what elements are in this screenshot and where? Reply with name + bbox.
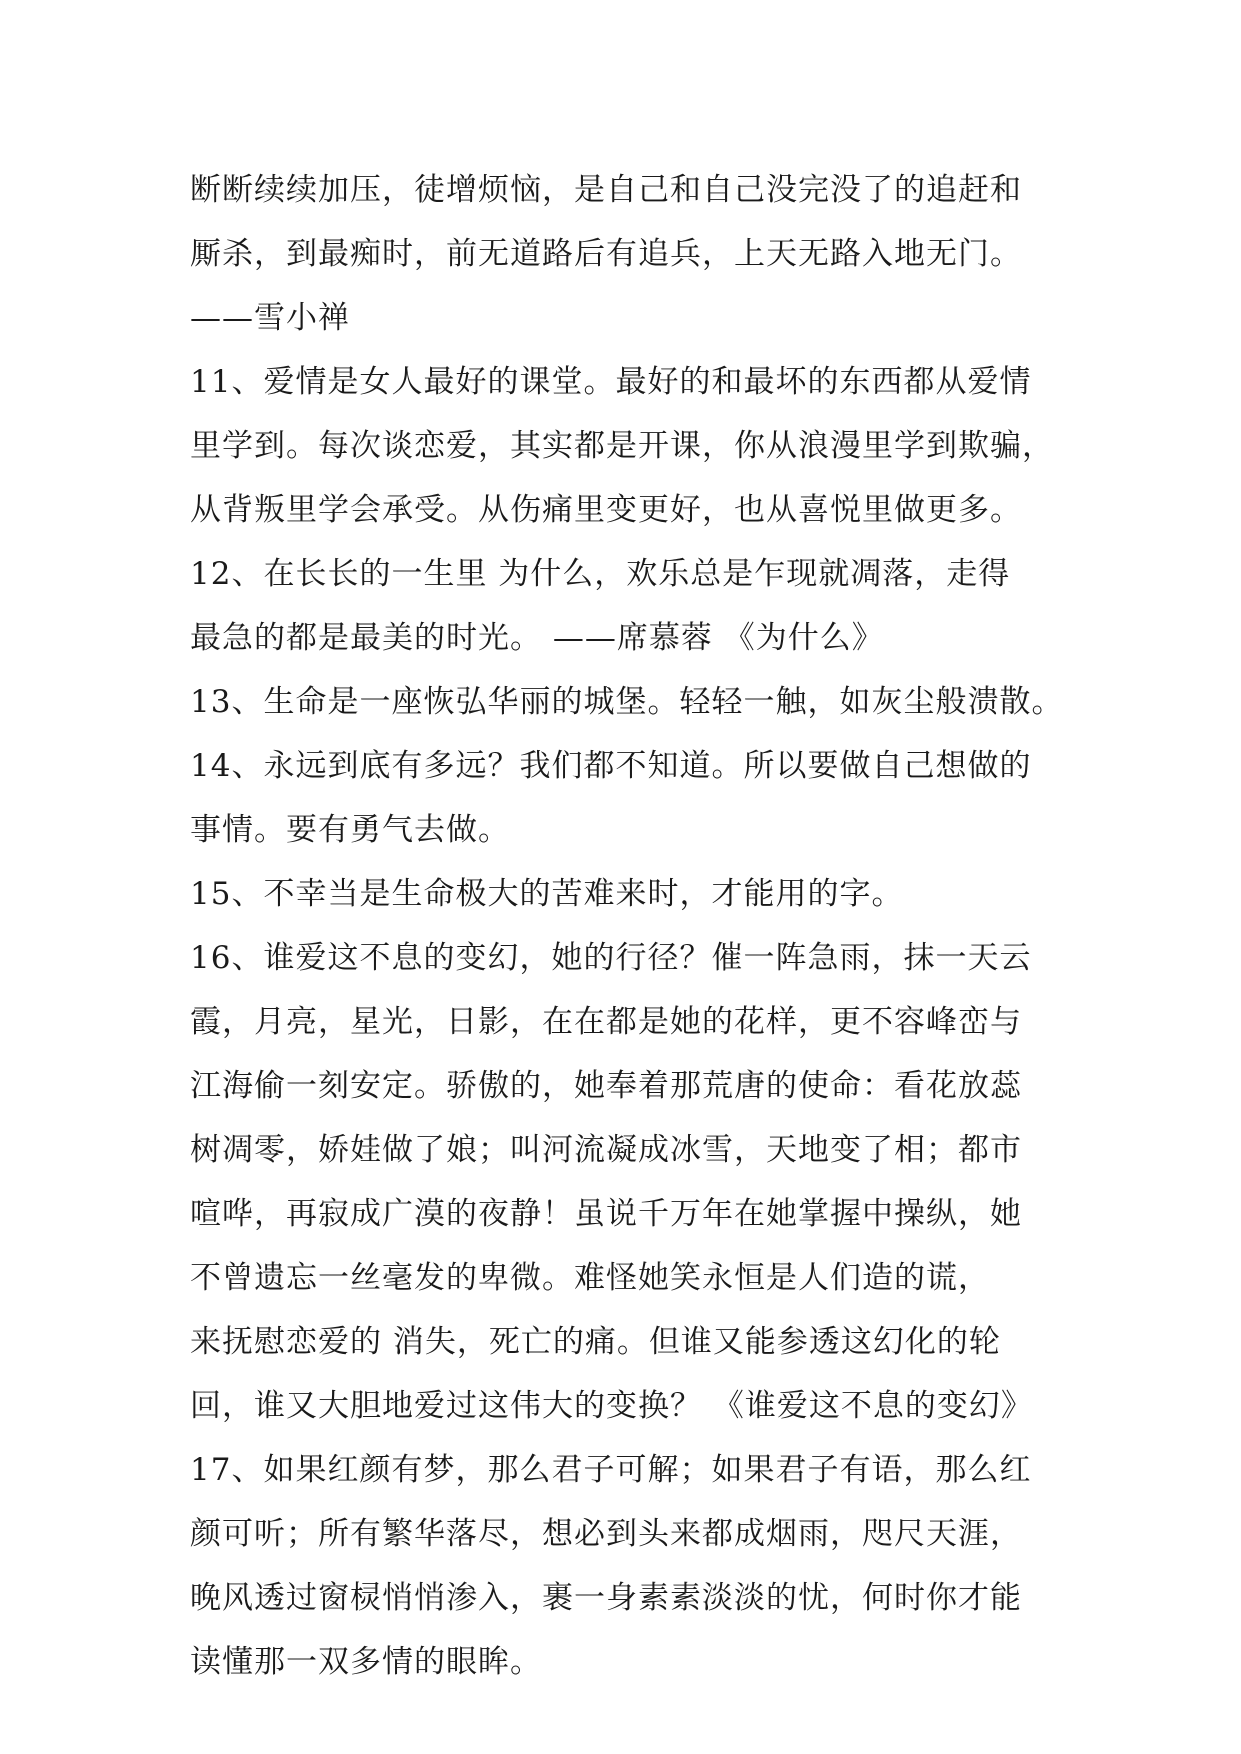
text-line: 最急的都是最美的时光。 ——席慕蓉 《为什么》	[190, 620, 884, 656]
text-line: 喧哗，再寂成广漠的夜静！虽说千万年在她掌握中操纵，她	[190, 1196, 1022, 1232]
text-line: 12、在长长的一生里 为什么，欢乐总是乍现就凋落，走得	[190, 556, 1011, 592]
text-line: 15、不幸当是生命极大的苦难来时，才能用的字。	[190, 876, 904, 912]
text-line: 树凋零，娇娃做了娘；叫河流凝成冰雪，天地变了相；都市	[190, 1132, 1022, 1168]
text-line: 颜可听；所有繁华落尽，想必到头来都成烟雨，咫尺天涯，	[190, 1516, 1022, 1552]
text-line: 里学到。每次谈恋爱，其实都是开课，你从浪漫里学到欺骗，	[190, 428, 1054, 464]
text-line: 11、爱情是女人最好的课堂。最好的和最坏的东西都从爱情	[190, 364, 1032, 400]
text-line: 13、生命是一座恢弘华丽的城堡。轻轻一触，如灰尘般溃散。	[190, 684, 1064, 720]
text-line: ——雪小禅	[190, 300, 350, 336]
text-line: 江海偷一刻安定。骄傲的，她奉着那荒唐的使命：看花放蕊	[190, 1068, 1022, 1104]
text-line: 来抚慰恋爱的 消失，死亡的痛。但谁又能参透这幻化的轮	[190, 1324, 1001, 1360]
text-line: 晚风透过窗棂悄悄渗入，裹一身素素淡淡的忧，何时你才能	[190, 1580, 1022, 1616]
text-line: 从背叛里学会承受。从伤痛里变更好，也从喜悦里做更多。	[190, 492, 1022, 528]
text-line: 事情。要有勇气去做。	[190, 812, 510, 848]
text-line: 霞，月亮，星光，日影，在在都是她的花样，更不容峰峦与	[190, 1004, 1022, 1040]
text-line: 回，谁又大胆地爱过这伟大的变换？ 《谁爱这不息的变幻》	[190, 1388, 1033, 1424]
text-line: 17、如果红颜有梦，那么君子可解；如果君子有语，那么红	[190, 1452, 1032, 1488]
document-body	[190, 158, 1070, 1694]
text-line: 厮杀，到最痴时，前无道路后有追兵，上天无路入地无门。	[190, 236, 1022, 272]
text-line: 不曾遗忘一丝毫发的卑微。难怪她笑永恒是人们造的谎，	[190, 1260, 990, 1296]
text-line: 14、永远到底有多远？我们都不知道。所以要做自己想做的	[190, 748, 1032, 784]
text-line: 16、谁爱这不息的变幻，她的行径？催一阵急雨，抹一天云	[190, 940, 1032, 976]
text-line: 断断续续加压，徒增烦恼，是自己和自己没完没了的追赶和	[190, 172, 1022, 208]
text-line: 读懂那一双多情的眼眸。	[190, 1644, 542, 1680]
